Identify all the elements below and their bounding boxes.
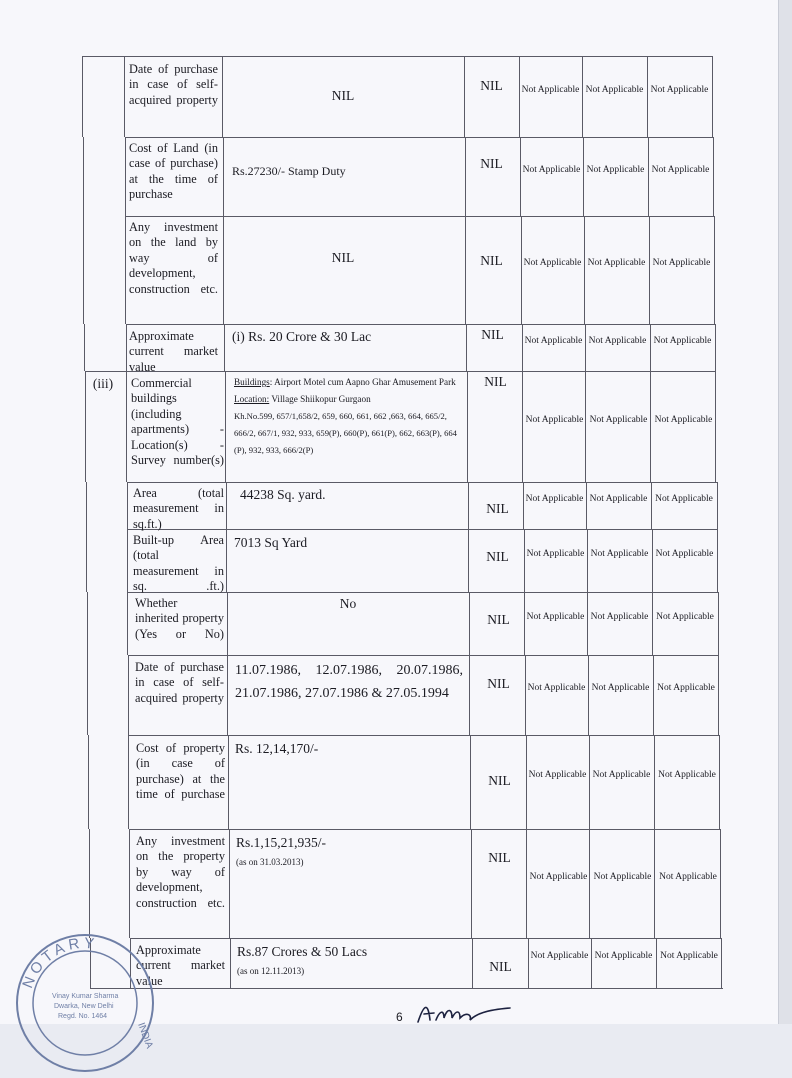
table-rule — [717, 482, 718, 529]
table-rule — [652, 529, 653, 592]
nil-value: NIL — [484, 374, 507, 389]
table-rule — [469, 655, 470, 735]
table-rule — [519, 56, 520, 137]
row-description: No — [339, 596, 357, 611]
row-label: Any investment on the land by way of development, construction etc. — [129, 220, 218, 296]
row-description: 11.07.1986, 12.07.1986, 20.07.1986, 21.07.1986, 27.07.1986 & 27.05.1994 — [235, 663, 463, 701]
page-edge — [778, 0, 792, 1024]
table-rule — [525, 655, 526, 735]
not-applicable-cell: Not Applicable — [590, 548, 649, 559]
row-description — [228, 372, 468, 461]
nil-value: NIL — [480, 156, 503, 171]
table-rule — [84, 324, 85, 371]
not-applicable-cell: Not Applicable — [527, 683, 586, 693]
table-rule — [468, 529, 469, 592]
not-applicable-cell: Not Applicable — [592, 770, 651, 780]
table-rule — [465, 216, 466, 324]
not-applicable-cell: Not Applicable — [593, 871, 652, 882]
not-applicable-cell: Not Applicable — [524, 335, 583, 346]
svg-text:NOTARY: NOTARY — [19, 934, 99, 991]
not-applicable-cell: Not Applicable — [586, 164, 645, 175]
table-rule — [471, 829, 472, 938]
table-rule — [128, 735, 129, 829]
table-rule — [465, 137, 466, 216]
table-rule — [87, 592, 88, 655]
row-label: Commercial buildings (including apartments) - Location(s) - Survey number(s) — [131, 376, 224, 468]
not-applicable-cell: Not Applicable — [588, 335, 647, 346]
svg-text:Dwarka, New Delhi: Dwarka, New Delhi — [54, 1003, 114, 1010]
not-applicable-cell: Not Applicable — [526, 611, 585, 622]
nil-value: NIL — [481, 327, 504, 342]
table-rule — [650, 324, 651, 371]
not-applicable-cell: Not Applicable — [651, 164, 710, 175]
row-label: Built-up Area (total measurement in sq. .ft.) — [133, 533, 224, 594]
table-rule — [223, 216, 224, 324]
not-applicable-cell: Not Applicable — [591, 683, 650, 693]
table-rule — [589, 735, 590, 829]
not-applicable-cell: Not Applicable — [653, 335, 712, 346]
table-rule — [88, 735, 89, 829]
table-rule — [521, 216, 522, 324]
nil-value: NIL — [486, 549, 509, 564]
table-rule — [129, 829, 130, 938]
not-applicable-cell: Not Applicable — [589, 414, 648, 425]
table-rule — [648, 137, 649, 216]
not-applicable-cell: Not Applicable — [530, 951, 589, 961]
not-applicable-cell: Not Applicable — [585, 84, 644, 95]
nil-value: NIL — [487, 676, 510, 691]
not-applicable-cell: Not Applicable — [523, 258, 582, 268]
table-rule — [654, 735, 655, 829]
nil-value: NIL — [480, 253, 503, 268]
row-label: Approximate current market value — [129, 329, 218, 374]
signature-icon — [414, 1000, 524, 1026]
table-rule — [654, 829, 655, 938]
location-key: Location: — [234, 394, 270, 404]
nil-value: NIL — [488, 773, 511, 788]
notary-stamp-icon — [10, 928, 160, 1078]
table-rule — [470, 735, 471, 829]
row-label: Cost of Land (in case of purchase) at the time of purchase — [129, 141, 218, 202]
table-rule — [715, 324, 716, 371]
serial-number: (iii) — [92, 376, 114, 391]
not-applicable-cell: Not Applicable — [652, 258, 711, 268]
table-rule — [82, 56, 713, 57]
not-applicable-cell: Not Applicable — [654, 414, 713, 425]
table-rule — [520, 137, 521, 216]
not-applicable-cell: Not Applicable — [526, 548, 585, 559]
table-rule — [87, 655, 88, 735]
table-rule — [128, 655, 129, 735]
table-rule — [522, 324, 523, 371]
table-rule — [86, 482, 87, 529]
table-rule — [649, 216, 650, 324]
buildings-value: : Airport Motel cum Aapno Ghar Amusement Park — [269, 377, 456, 387]
row-label: Date of purchase in case of self-acquired property — [135, 660, 224, 705]
row-description: 7013 Sq Yard — [234, 535, 308, 550]
market-value-amount: Rs.87 Crores & 50 Lacs — [237, 944, 368, 959]
table-rule — [526, 829, 527, 938]
table-rule — [469, 592, 470, 655]
row-label: Whether inherited property (Yes or No) — [135, 596, 224, 641]
buildings-key: Buildings — [234, 377, 270, 387]
table-rule — [586, 482, 587, 529]
table-rule — [129, 829, 721, 830]
not-applicable-cell: Not Applicable — [590, 611, 649, 622]
not-applicable-cell: Not Applicable — [659, 871, 717, 882]
nil-value: NIL — [488, 850, 511, 865]
table-rule — [126, 324, 716, 325]
table-rule — [647, 56, 648, 137]
table-rule — [127, 592, 128, 655]
nil-value: NIL — [489, 959, 512, 974]
khasra-numbers: Kh.No.599, 657/1,658/2, 659, 660, 661, 662 ,663, 664, 665/2, 666/2, 667/1, 932, 933, 659(P), 660(P), 661(P), 662, 663(P), 664 (P), 932, 933, 666/2(P) — [234, 411, 457, 455]
row-description: NIL — [331, 250, 355, 265]
table-rule — [588, 655, 589, 735]
investment-amount: Rs.1,15,21,935/- — [236, 835, 327, 850]
table-rule — [582, 56, 583, 137]
not-applicable-cell: Not Applicable — [525, 414, 584, 425]
svg-text:Regd. No. 1464: Regd. No. 1464 — [58, 1013, 108, 1020]
not-applicable-cell: Not Applicable — [657, 683, 715, 693]
row-label: Cost of property (in case of purchase) at the time of purchase — [136, 741, 225, 802]
table-rule — [223, 137, 224, 216]
not-applicable-cell: Not Applicable — [522, 164, 581, 175]
table-rule — [82, 56, 83, 137]
row-description — [230, 832, 470, 873]
row-description: Rs. 12,14,170/- — [235, 741, 319, 756]
row-label: Area (total measurement in sq.ft.) — [133, 486, 224, 531]
table-rule — [89, 829, 90, 938]
table-rule — [128, 655, 719, 656]
table-rule — [720, 829, 721, 938]
row-label: Date of purchase in case of self-acquired property — [129, 62, 218, 107]
table-rule — [653, 655, 654, 735]
not-applicable-cell: Not Applicable — [658, 770, 716, 780]
table-rule — [717, 529, 718, 592]
table-rule — [83, 216, 84, 324]
table-rule — [591, 938, 592, 988]
row-description: NIL — [331, 88, 355, 103]
table-rule — [86, 529, 87, 592]
row-description — [231, 941, 471, 982]
table-rule — [714, 216, 715, 324]
not-applicable-cell: Not Applicable — [528, 770, 587, 780]
not-applicable-cell: Not Applicable — [655, 548, 714, 559]
table-rule — [718, 592, 719, 655]
table-rule — [587, 529, 588, 592]
table-rule — [589, 829, 590, 938]
table-rule — [127, 482, 718, 483]
not-applicable-cell: Not Applicable — [587, 258, 646, 268]
table-rule — [652, 592, 653, 655]
table-rule — [583, 137, 584, 216]
not-applicable-cell: Not Applicable — [589, 493, 648, 504]
table-rule — [584, 216, 585, 324]
table-rule — [712, 56, 713, 137]
table-rule — [83, 137, 84, 216]
svg-text:INDIA: INDIA — [135, 1021, 155, 1051]
not-applicable-cell: Not Applicable — [521, 84, 580, 95]
row-label: Any investment on the property by way of development, construction etc. — [136, 834, 225, 910]
not-applicable-cell: Not Applicable — [525, 493, 584, 504]
not-applicable-cell: Not Applicable — [656, 611, 714, 622]
table-rule — [464, 56, 465, 137]
not-applicable-cell: Not Applicable — [655, 493, 713, 504]
table-rule — [125, 216, 715, 217]
row-description: 44238 Sq. yard. — [240, 487, 326, 502]
not-applicable-cell: Not Applicable — [594, 951, 653, 961]
not-applicable-cell: Not Applicable — [650, 84, 709, 95]
row-description: Rs.27230/- Stamp Duty — [232, 164, 346, 178]
table-rule — [587, 592, 588, 655]
table-rule — [718, 655, 719, 735]
location-value: Village Shiikopur Gurgaon — [269, 394, 371, 404]
nil-value: NIL — [480, 78, 503, 93]
table-rule — [651, 482, 652, 529]
table-rule — [585, 371, 586, 482]
table-rule — [125, 137, 714, 138]
row-description: (i) Rs. 20 Crore & 30 Lac — [232, 329, 372, 344]
table-rule — [650, 371, 651, 482]
nil-value: NIL — [487, 612, 510, 627]
table-rule — [713, 137, 714, 216]
table-rule — [585, 324, 586, 371]
table-rule — [656, 938, 657, 988]
not-applicable-cell: Not Applicable — [529, 871, 588, 882]
page-number: 6 — [396, 1010, 403, 1024]
table-rule — [130, 938, 722, 939]
not-applicable-cell: Not Applicable — [660, 951, 718, 961]
nil-value: NIL — [486, 501, 509, 516]
svg-text:Vinay Kumar Sharma: Vinay Kumar Sharma — [52, 993, 119, 1000]
table-rule — [721, 938, 722, 988]
as-on-date: (as on 31.03.2013) — [236, 857, 304, 867]
table-rule — [468, 482, 469, 529]
row-label: Approximate current market value — [136, 943, 225, 988]
table-rule — [128, 735, 720, 736]
table-rule — [528, 938, 529, 988]
table-rule — [224, 324, 225, 371]
table-rule — [719, 735, 720, 829]
as-on-date: (as on 12.11.2013) — [237, 966, 305, 976]
table-rule — [715, 371, 716, 482]
